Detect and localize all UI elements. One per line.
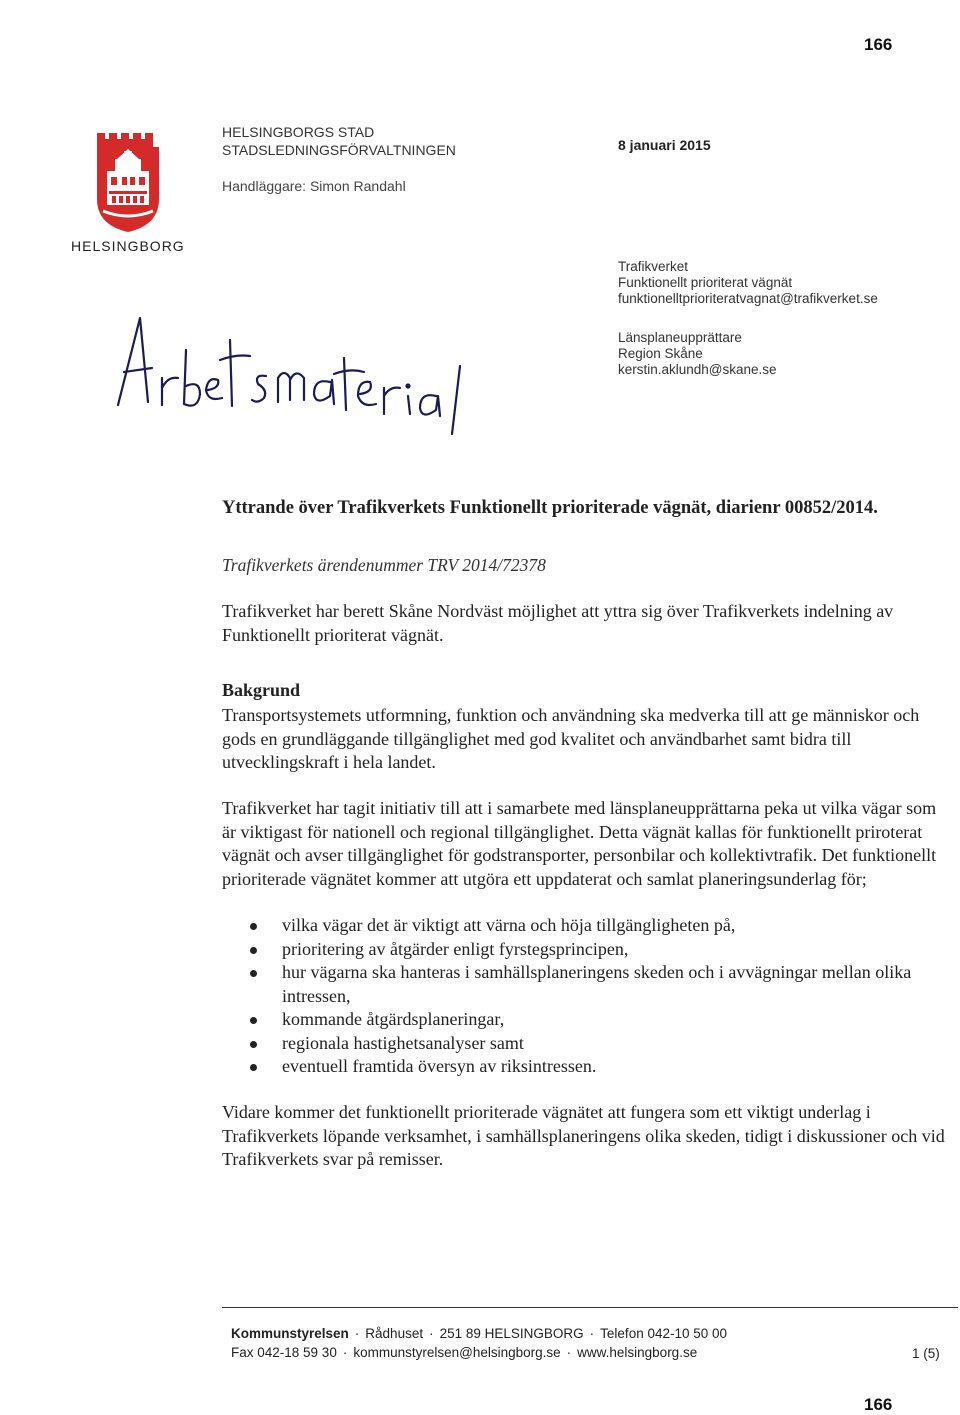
crest-icon (95, 133, 161, 233)
recipient-name: Länsplaneupprättare (618, 330, 742, 345)
background-paragraph-2: Trafikverket har tagit initiativ till att i samarbete med länsplaneupprättarna peka ut vilka vägar som är viktigast för nationell och regional tillgänglighet. Detta vägnät kallas för funktionellt priroterat vägnät och avser tillgänglighet för godstransporter, personbilar och kollektivtrafik. Det funktionellt prioriterade vägnätet kommer att utgöra ett uppdaterat och samlat planeringsunderlag för; (222, 798, 937, 889)
recipient-name: Trafikverket (618, 259, 689, 274)
bullet-icon (250, 923, 257, 930)
bullet-icon (250, 1017, 257, 1024)
recipient-email: kerstin.aklundh@skane.se (618, 362, 777, 377)
footer-fax: Fax 042-18 59 30 (231, 1345, 337, 1360)
bullet-icon (250, 970, 257, 977)
purpose-list (222, 914, 944, 1079)
handwriting-icon (108, 310, 468, 440)
list-item: vilka vägar det är viktigt att värna och höja tillgängligheten på, (222, 914, 944, 938)
bullet-icon (250, 947, 257, 954)
footer-address: Rådhuset (365, 1326, 424, 1341)
handwritten-annotation (108, 310, 468, 440)
footer-divider (222, 1307, 958, 1308)
list-item: eventuell framtida översyn av riksintressen. (222, 1055, 944, 1079)
page-of-total: 1 (5) (912, 1346, 940, 1361)
org-name: HELSINGBORGS STAD (222, 124, 375, 140)
page-number-top: 166 (864, 35, 893, 54)
footer-website[interactable]: www.helsingborg.se (577, 1345, 698, 1360)
footer-org: Kommunstyrelsen (231, 1326, 349, 1341)
document-date: 8 januari 2015 (618, 137, 711, 153)
document-title: Yttrande över Trafikverkets Funktionellt prioriterade vägnät, diarienr 00852/2014. (222, 498, 878, 518)
recipient-email: funktionelltprioriteratvagnat@trafikverket.se (618, 291, 878, 306)
handler-line: Handläggare: Simon Randahl (222, 178, 406, 194)
footer-line-1: Kommunstyrelsen · Rådhuset · 251 89 HELSINGBORG · Telefon 042-10 50 00 (231, 1326, 728, 1341)
logo-label: HELSINGBORG (71, 238, 185, 254)
recipient-block-2 (618, 330, 777, 378)
section-heading: Bakgrund (222, 680, 301, 700)
case-reference: Trafikverkets ärendenummer TRV 2014/72378 (222, 555, 546, 575)
footer-line-2: Fax 042-18 59 30 · kommunstyrelsen@helsingborg.se · www.helsingborg.se (231, 1345, 698, 1360)
bullet-icon (250, 1041, 257, 1048)
background-paragraph-3: Vidare kommer det funktionellt prioriterade vägnätet att fungera som ett viktigt underlag i Trafikverkets löpande verksamhet, i samhällsplaneringens olika skeden, tidigt i diskussioner och vid Trafikverkets svar på remisser. (222, 1102, 945, 1169)
background-paragraph-1: Transportsystemets utformning, funktion och användning ska medverka till att ge människor och gods en grundläggande tillgänglighet med god kvalitet och användbarhet samt bidra till utvecklingskraft i hela landet. (222, 705, 920, 772)
list-item: regionala hastighetsanalyser samt (222, 1032, 944, 1056)
recipient-unit: Funktionellt prioriterat vägnät (618, 275, 793, 290)
bullet-icon (250, 1064, 257, 1071)
list-item: hur vägarna ska hanteras i samhällsplaneringens skeden och i avvägningar mellan olika intressen, (222, 961, 944, 1008)
org-department: STADSLEDNINGSFÖRVALTNINGEN (222, 142, 456, 158)
helsingborg-crest-logo (95, 133, 161, 233)
page-number-bottom: 166 (864, 1395, 893, 1414)
list-item: prioritering av åtgärder enligt fyrstegsprincipen, (222, 938, 944, 962)
recipient-unit: Region Skåne (618, 346, 703, 361)
footer-phone: Telefon 042-10 50 00 (600, 1326, 728, 1341)
recipient-block-1 (618, 259, 878, 307)
list-item: kommande åtgärdsplaneringar, (222, 1008, 944, 1032)
footer-email[interactable]: kommunstyrelsen@helsingborg.se (353, 1345, 561, 1360)
intro-paragraph: Trafikverket har berett Skåne Nordväst möjlighet att yttra sig över Trafikverkets indelning av Funktionellt prioriterat vägnät. (222, 601, 894, 645)
footer-postal: 251 89 HELSINGBORG (439, 1326, 584, 1341)
